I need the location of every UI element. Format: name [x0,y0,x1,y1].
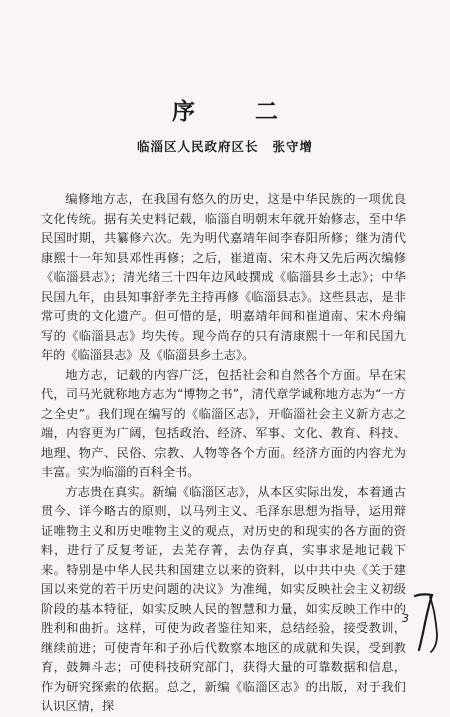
paragraph-2: 地方志，记载的内容广泛，包括社会和自然各个方面。早在宋代，司马光就称地方志为“博物之书”，清代章学诚称地方志为“一方之全史”。我们现在编写的《临淄区志》，开临淄社会主义新方志之端，内容更为广阔，包括政治、经济、军事、文化、教育、科技、地理、物产、民俗、宗教、人物等各个方面。经济方面的内容尤为丰富。实为临淄的百科全书。 [41,367,406,479]
paragraph-3: 方志贵在真实。新编《临淄区志》，从本区实际出发，本着通古贯今、详今略古的原则，以马列主义、毛泽东思想为指导，运用辩证唯物主义和历史唯物主义的观点，对历史的和现实的各方面的资料，进行了反复考证，去芜存菁，去伪存真，实事求是地记载下来。特别是中华人民共和国建立以来的资料，以中共中央《关于建国以来党的若干历史问题的决议》为准绳，如实反映社会主义初级阶段的基本特征，如实反映人民的智慧和力量，如实反映工作中的胜利和曲折。这样，可使为政者鉴往知来，总结经验，接受教训，继续前进；可使青年和子孙后代数察本地区的成就和失误，受到教育，鼓舞斗志；可使科技研究部门，获得大量的可靠数据和信息，作为研究探索的依据。总之，新编《临淄区志》的出版，对于我们认识区情，探 [41,484,406,713]
document-title: 序 二 [171,98,304,125]
handwritten-mark [410,590,446,654]
byline [0,137,450,155]
page-number: 3 [402,612,409,625]
body-text [41,190,406,717]
paragraph-1: 编修地方志，在我国有悠久的历史，这是中华民族的一项优良文化传统。据有关史料记载，临淄自明朝末年就开始修志，至中华民国时期，共纂修六次。先为明代嘉靖年间李春阳所修；继为清代康熙十一年知县邓性再修；之后，崔道南、宋木舟又先后两次编修《临淄县志》；清光绪三十四年边风岐撰成《临淄县乡土志》；中华民国九年，由县知事舒孝先主持再修《临淄县志》。这些县志，是非常可贵的文化遗产。但可惜的是，明嘉靖年间和崔道南、宋木舟编写的《临淄县志》均失传。现今尚存的只有清康熙十一年和民国九年的《临淄县志》及《临淄县乡土志》。 [41,192,406,362]
byline-role: 临淄区人民政府区长 [136,139,259,154]
byline-name: 张守增 [272,139,314,154]
